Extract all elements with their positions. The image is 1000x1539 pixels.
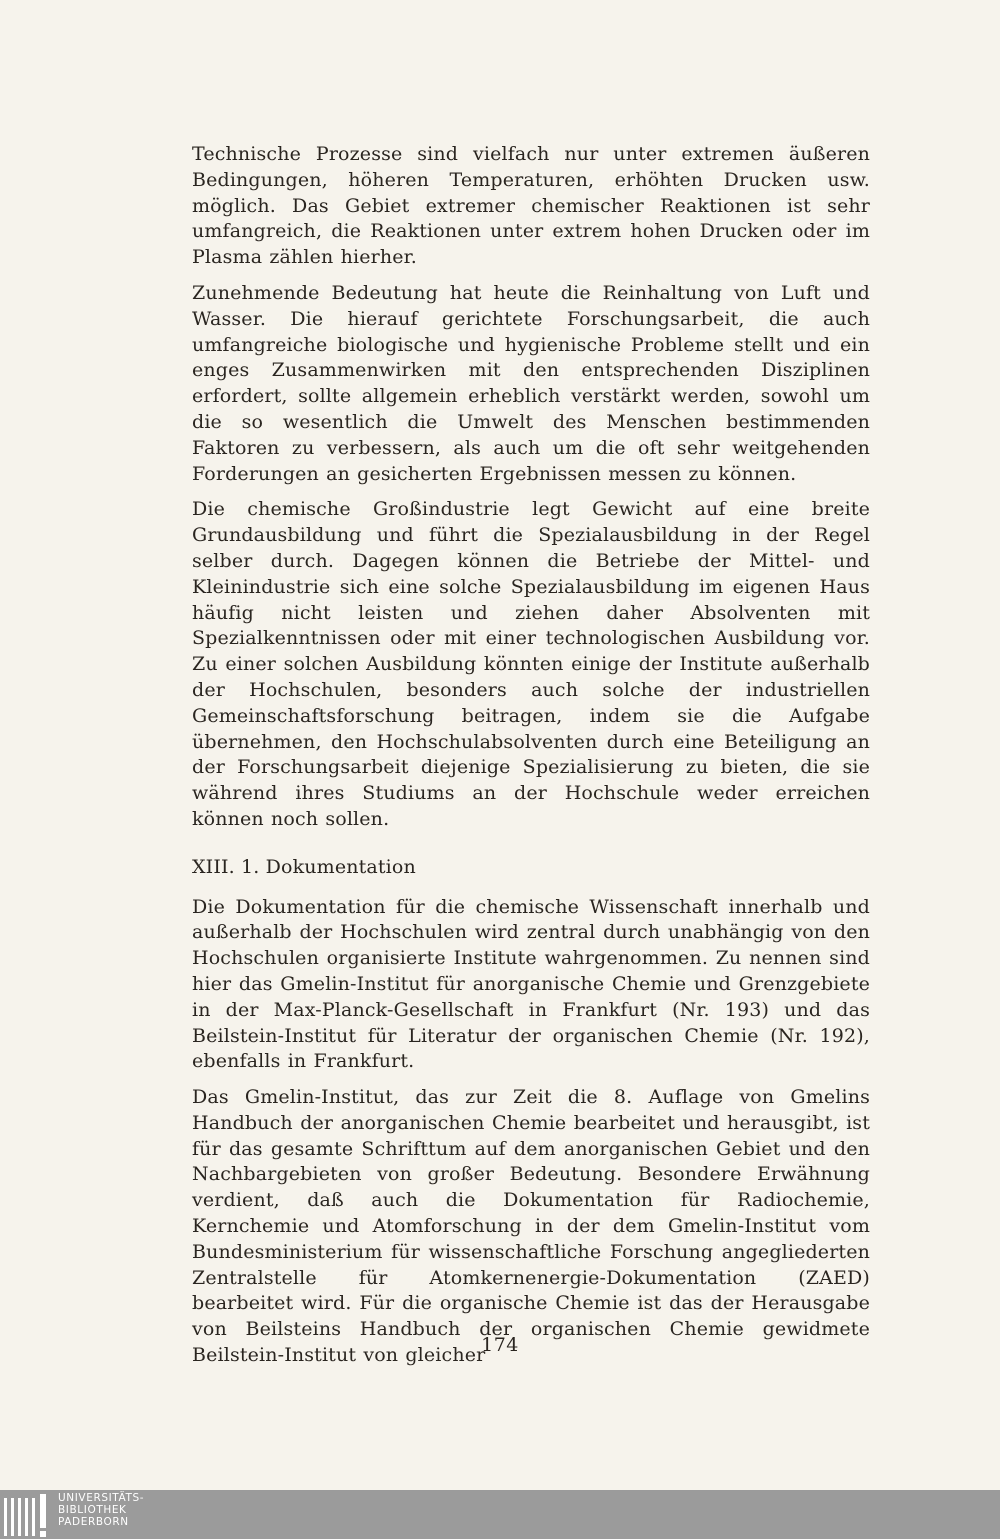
library-barcode-logo-icon — [2, 1490, 54, 1539]
library-name-line: PADERBORN — [58, 1516, 129, 1528]
paragraph-documentation: Die Dokumentation für die chemische Wissenschaft innerhalb und außerhalb der Hochschulen wird zentral durch unabhängig von den Hochschulen organisierte Institute wahrgenommen. Zu nennen sind hier das Gmelin-Institut für anorganische Chemie und Grenzgebiete in der Max-Planck-Gesellschaft in Frankfurt (Nr. 193) und das Beilstein-Institut für Literatur der organischen Chemie (Nr. 192), ebenfalls in Frankfurt. — [192, 895, 870, 1073]
library-name — [58, 1492, 144, 1528]
library-name-line: UNIVERSITÄTS- — [58, 1492, 145, 1504]
page-number: 174 — [481, 1334, 519, 1356]
paragraph-gmelin: Das Gmelin-Institut, das zur Zeit die 8. Auflage von Gmelins Handbuch der anorganischen Chemie bearbeitet und herausgibt, ist für das gesamte Schrifttum auf dem anorganischen Gebiet und den Nachbargebieten von großer Bedeutung. Besondere Erwähnung verdient, daß auch die Dokumentation für Radiochemie, Kernchemie und Atomforschung in der dem Gmelin-Institut vom Bundesministerium für wissenschaftliche Forschung angegliederten Zentralstelle für Atomkernenergie-Dokumentation (ZAED) bearbeitet wird. Für die organische Chemie ist das der Herausgabe von Beilsteins Handbuch der organischen Chemie gewidmete Beilstein-Institut von gleicher — [192, 1086, 870, 1367]
library-name-line: BIBLIOTHEK — [58, 1504, 127, 1516]
paragraph-industry-training: Die chemische Großindustrie legt Gewicht auf eine breite Grundausbildung und führt die Spezialausbildung in der Regel selber durch. Dagegen können die Betriebe der Mittel- und Kleinindustrie sich eine solche Spezialausbildung im eigenen Haus häufig nicht leisten und ziehen daher Absolventen mit Spezialkenntnissen oder mit einer technologischen Ausbildung vor. Zu einer solchen Ausbildung könnten einige der Institute außerhalb der Hochschulen, besonders auch solche der industriellen Gemeinschaftsforschung beitragen, indem sie die Aufgabe übernehmen, den Hochschulabsolventen durch eine Beteiligung an der Forschungsarbeit diejenige Spezialisierung zu bieten, die sie während ihres Studiums an der Hochschule weder erreichen können noch sollen. — [192, 498, 870, 830]
library-footer — [0, 1490, 1000, 1539]
paragraph-process-conditions: Technische Prozesse sind vielfach nur unter extremen äußeren Bedingungen, höheren Temperaturen, erhöhten Drucken usw. möglich. Das Gebiet extremer chemischer Reaktionen ist sehr umfangreich, die Reaktionen unter extrem hohen Drucken oder im Plasma zählen hierher. — [192, 143, 870, 269]
section-heading: XIII. 1. Dokumentation — [192, 855, 416, 878]
body-text — [192, 142, 870, 1379]
paragraph-air-water: Zunehmende Bedeutung hat heute die Reinhaltung von Luft und Wasser. Die hierauf gerichtete Forschungsarbeit, die auch umfangreiche biologische und hygienische Probleme stellt und ein enges Zusammenwirken mit den entsprechenden Disziplinen erfordert, sollte allgemein erheblich verstärkt werden, sowohl um die so wesentlich die Umwelt des Menschen bestimmenden Faktoren zu verbessern, als auch um die oft sehr weitgehenden Forderungen an gesicherten Ergebnissen messen zu können. — [192, 281, 870, 485]
